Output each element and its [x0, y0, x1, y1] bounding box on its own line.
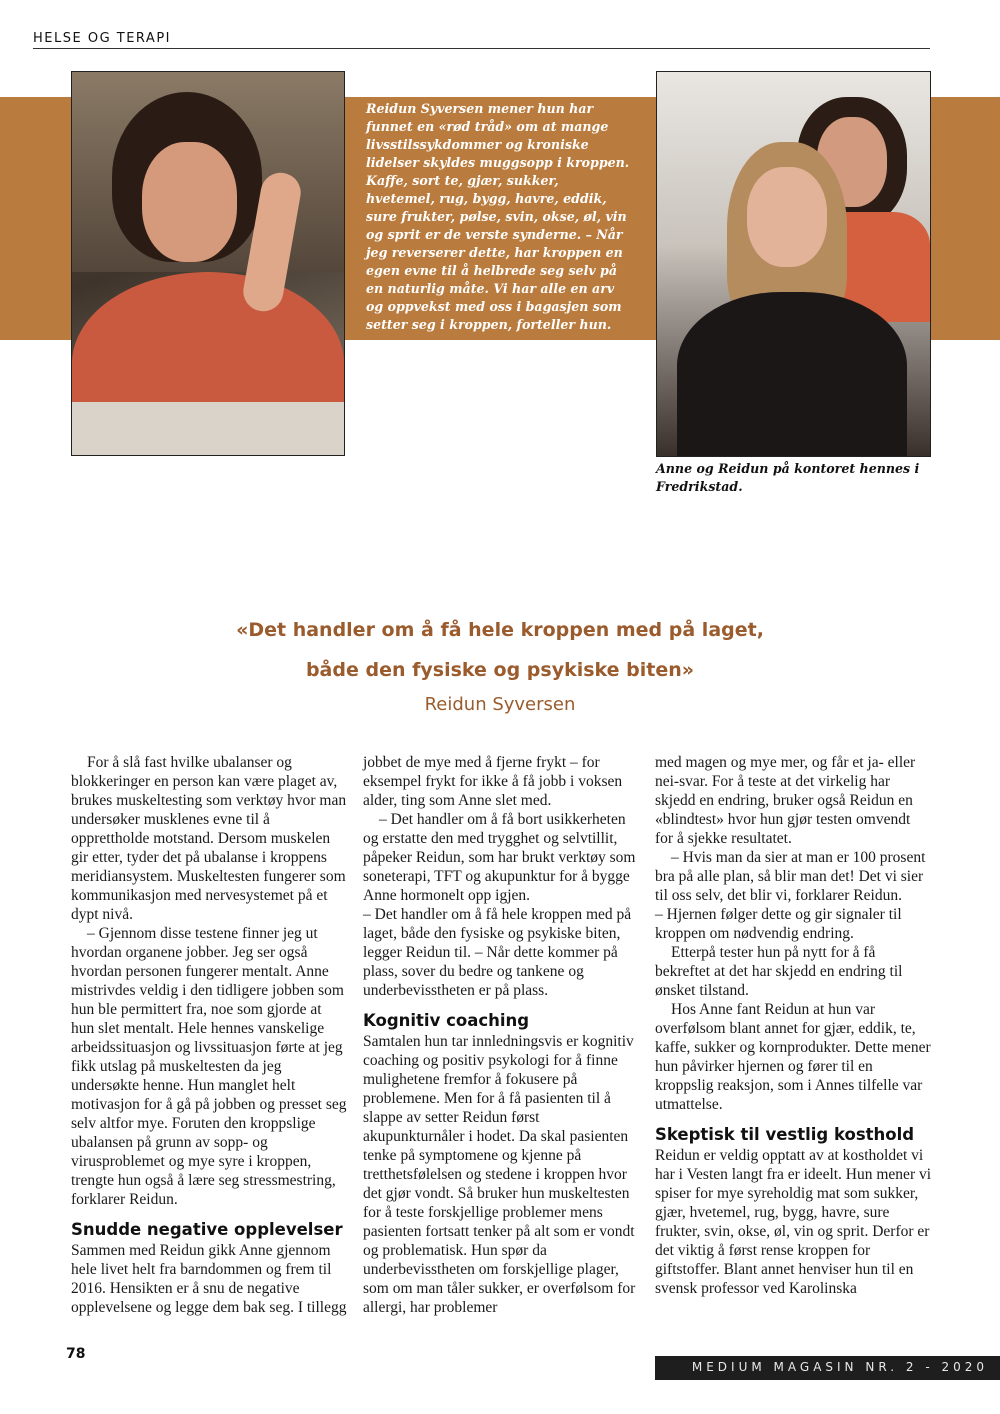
paragraph: – Det handler om å få hele kroppen med på laget, både den fysiske og psykiske biten, legger Reidun til. – Når dette kommer på plass, sover du bedre og tankene og underbevisstheten er på plass. [363, 906, 632, 999]
paragraph: Etterpå tester hun på nytt for å få bekreftet at det har skjedd en endring til ønsket tilstand. [655, 944, 903, 999]
photo-desk [72, 402, 344, 455]
paragraph: Sammen med Reidun gikk Anne gjennom hele livet helt fra barndommen og frem til 2016. Hensikten er å snu de negative opplevelsene og legge dem bak seg. I tillegg [71, 1242, 347, 1316]
photo-body-front [677, 292, 907, 456]
paragraph: Reidun er veldig opptatt av at kostholdet vi har i Vesten langt fra er ideelt. Hun mener vi spiser for mye syreholdig mat som sukker, gjær, hvetemel, rug, bygg, havre, sure frukter, svin, okse, øl, vin og sprit. Derfor er det viktig å først rense kroppen for giftstoffer. Blant annet henviser hun til en svensk professor ved Karolinska [655, 1147, 932, 1297]
pull-quote [100, 610, 900, 715]
paragraph: Hos Anne fant Reidun at hun var overfølsom blant annet for gjær, eddik, te, kaffe, sukker og kornprodukter. Dette mener hun påvirker hjernen og fører til en kroppslig reaksjon, som i Annes tilfelle var utmattelse. [655, 1001, 931, 1113]
subheading: Snudde negative opplevelser [71, 1220, 343, 1239]
subheading: Skeptisk til vestlig kosthold [655, 1125, 915, 1144]
paragraph: – Det handler om å få bort usikkerheten og erstatte den med trygghet og selvtillit, påpeker Reidun, som har brukt verktøy som soneterapi, TFT og akupunktur for å bygge Anne hormonelt opp igjen. [363, 811, 636, 904]
magazine-issue: MEDIUM MAGASIN NR. 2 - 2020 [691, 1360, 988, 1374]
band-caption: Reidun Syversen mener hun har funnet en «rød tråd» om at mange livsstilssykdommer og kroniske lidelser skyldes muggsopp i kroppen. Kaffe, sort te, gjær, sukker, hvetemel, rug, bygg, havre, eddik, sure frukter, pølse, svin, okse, øl, vin og sprit er de verste synderne. – Når jeg reverserer dette, har kroppen en egen evne til å helbrede seg selv på en naturlig måte. Vi har alle en arv og oppvekst med oss i bagasjen som setter seg i kroppen, forteller hun. [366, 101, 630, 332]
subheading: Kognitiv coaching [363, 1011, 530, 1030]
photo-anne-reidun [656, 71, 931, 457]
photo-face [142, 142, 237, 262]
paragraph: jobbet de mye med å fjerne frykt – for eksempel frykt for ikke å få jobb i voksen alder, ting som Anne slet med. [363, 754, 623, 809]
top-rule [33, 48, 930, 49]
pull-quote-line2: både den fysiske og psykiske biten» [305, 659, 695, 681]
photo-caption: Anne og Reidun på kontoret hennes i Fredrikstad. [656, 461, 920, 494]
paragraph: med magen og mye mer, og får et ja- eller nei-svar. For å teste at det virkelig har skjedd en endring, bruker også Reidun en «blindtest» hvor hun gjør testen omvendt for å sjekke resultatet. [655, 754, 916, 847]
article-column-2 [363, 753, 640, 1317]
paragraph: – Hvis man da sier at man er 100 prosent bra på alle plan, så blir man det! Det vi sier til oss selv, det blir vi, forklarer Reidun. [655, 849, 926, 904]
paragraph: For å slå fast hvilke ubalanser og blokkeringer en person kan være plaget av, brukes muskeltesting som verktøy hvor man undersøker musklenes evne til å opprettholde motstand. Dersom muskelen gir etter, tyder det på ubalanse i kroppens meridiansystem. Muskeltesten fungerer som kommunikasjon med nervesystemet på et dypt nivå. [71, 754, 347, 923]
paragraph: – Gjennom disse testene finner jeg ut hvordan organene jobber. Jeg ser også hvordan personen fungerer mentalt. Anne mistrivdes veldig i den tidligere jobben som hun ble permittert fra, noe som gjorde at hun slet mentalt. Hele hennes vanskelige arbeidssituasjon og livssituasjon førte at jeg fikk utslag på muskeltesten da jeg undersøkte henne. Hun manglet helt motivasjon for å gå på jobben og presset seg selv altfor mye. Foruten den kroppslige ubalansen på grunn av sopp- og virusproblemet og mye syre i kroppen, trengte hun også å lære seg stressmestring, forklarer Reidun. [71, 925, 347, 1208]
pull-quote-author: Reidun Syversen [424, 694, 576, 715]
page-number: 78 [66, 1346, 86, 1362]
article-column-1 [71, 753, 348, 1317]
footer-bar [655, 1356, 1000, 1380]
photo-reidun [71, 71, 345, 456]
section-label: HELSE OG TERAPI [33, 31, 171, 46]
paragraph: Samtalen hun tar innledningsvis er kognitiv coaching og positiv psykologi for å finne mulighetene fremfor å fokusere på problemene. Men for å få pasienten til å slappe av setter Reidun først akupunkturnåler i hodet. Da skal pasienten tenke på symptomene og kjenne på tretthetsfølelsen og stedene i kroppen hvor det gjør vondt. Så bruker hun muskeltesten for å teste forskjellige problemer mens pasienten fortsatt tenker på alt som er vondt og problematisk. Hun spør da underbevisstheten om forskjellige plager, som om man tåler sukker, er overfølsom for allergi, har problemer [363, 1033, 636, 1316]
article-column-3 [655, 753, 932, 1298]
paragraph: – Hjernen følger dette og gir signaler til kroppen om nødvendig endring. [655, 906, 902, 942]
photo-face-front [747, 167, 827, 267]
pull-quote-line1: «Det handler om å få hele kroppen med på laget, [236, 619, 764, 641]
